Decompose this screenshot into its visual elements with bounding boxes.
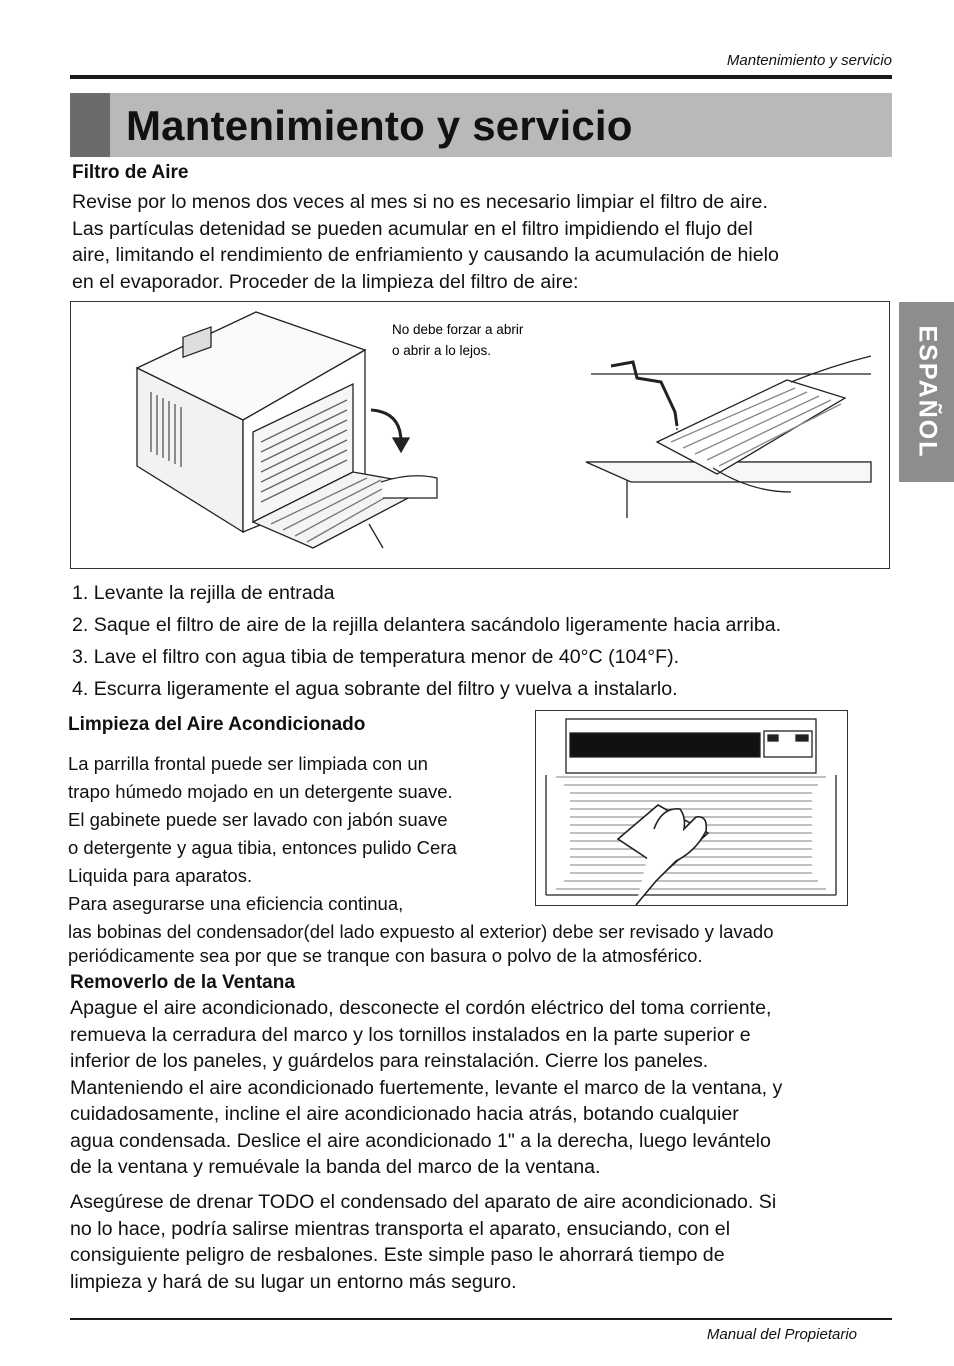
- text-line: de la ventana y remuévale la banda del marco de la ventana.: [70, 1156, 601, 1178]
- bottom-rule: [70, 1318, 892, 1320]
- text-line: periódicamente sea por que se tranque con basura o polvo de la atmosférico.: [68, 945, 703, 966]
- text-line: trapo húmedo mojado en un detergente suave.: [68, 781, 453, 802]
- text-line: Para asegurarse una eficiencia continua,: [68, 893, 404, 914]
- step-1: 1. Levante la rejilla de entrada: [72, 582, 335, 604]
- text-line: Liquida para aparatos.: [68, 865, 253, 886]
- text-line: en el evaporador. Proceder de la limpieza del filtro de aire:: [72, 270, 579, 293]
- text-line: aire, limitando el rendimiento de enfriamiento y causando la acumulación de hielo: [72, 244, 779, 266]
- text-line: remueva la cerradura del marco y los tornillos instalados en la parte superior e: [70, 1023, 751, 1046]
- removerlo-paragraph-1: [70, 995, 782, 1181]
- filter-cleaning-figure: [70, 301, 890, 569]
- language-tab-label: ESPAÑOL: [913, 325, 941, 459]
- figure-note-1: No debe forzar a abrir: [392, 322, 524, 337]
- text-line: o detergente y agua tibia, entonces pulido Cera: [68, 837, 457, 858]
- top-rule: [70, 75, 892, 79]
- text-line: Las partículas detenidad se pueden acumular en el filtro impidiendo el flujo del: [72, 217, 753, 240]
- filter-illustration: [71, 302, 889, 568]
- text-line: cuidadosamente, incline el aire acondicionado hacia atrás, botando cualquier: [70, 1103, 739, 1125]
- text-line: agua condensada. Deslice el aire acondicionado 1" a la derecha, luego levántelo: [70, 1129, 771, 1152]
- filtro-paragraph: [72, 189, 779, 295]
- page-footer: Manual del Propietario: [706, 1326, 857, 1343]
- figure-note-2: o abrir a lo lejos.: [392, 343, 492, 358]
- text-line: las bobinas del condensador(del lado expuesto al exterior) debe ser revisado y lavado: [68, 921, 774, 942]
- text-line: Apague el aire acondicionado, desconecte el cordón eléctrico del toma corriente,: [70, 997, 772, 1019]
- text-line: no lo hace, podría salirse mientras transporta el aparato, ensuciando, con el: [70, 1217, 731, 1240]
- grille-wipe-illustration: [536, 711, 847, 905]
- text-line: consiguiente peligro de resbalones. Este simple paso le ahorrará tiempo de: [70, 1244, 725, 1266]
- text-line: Asegúrese de drenar TODO el condensado del aparato de aire acondicionado. Si: [70, 1191, 777, 1213]
- title-accent-block: [70, 93, 110, 157]
- step-4: 4. Escurra ligeramente el agua sobrante del filtro y vuelva a instalarlo.: [72, 678, 678, 700]
- text-line: limpieza y hará de su lugar un entorno más seguro.: [70, 1270, 517, 1293]
- running-header: Mantenimiento y servicio: [726, 52, 892, 69]
- page-title: Mantenimiento y servicio: [126, 102, 633, 149]
- front-grille-figure: [535, 710, 848, 906]
- text-line: inferior de los paneles, y guárdelos para reinstalación. Cierre los paneles.: [70, 1050, 709, 1072]
- limpieza-paragraph-cont: [68, 920, 774, 968]
- text-line: Manteniendo el aire acondicionado fuertemente, levante el marco de la ventana, y: [70, 1076, 783, 1099]
- section-heading-removerlo: Removerlo de la Ventana: [70, 972, 295, 993]
- step-3: 3. Lave el filtro con agua tibia de temperatura menor de 40°C (104°F).: [72, 646, 680, 668]
- text-line: La parrilla frontal puede ser limpiada con un: [68, 753, 428, 774]
- language-tab: [899, 302, 954, 482]
- limpieza-paragraph: [68, 750, 457, 918]
- section-heading-filtro: Filtro de Aire: [72, 162, 189, 183]
- removerlo-paragraph-2: [70, 1189, 776, 1295]
- step-2: 2. Saque el filtro de aire de la rejilla delantera sacándolo ligeramente hacia arriba.: [72, 614, 782, 636]
- section-heading-limpieza: Limpieza del Aire Acondicionado: [68, 714, 366, 735]
- text-line: El gabinete puede ser lavado con jabón suave: [68, 809, 448, 830]
- text-line: Revise por lo menos dos veces al mes si no es necesario limpiar el filtro de aire.: [72, 191, 768, 213]
